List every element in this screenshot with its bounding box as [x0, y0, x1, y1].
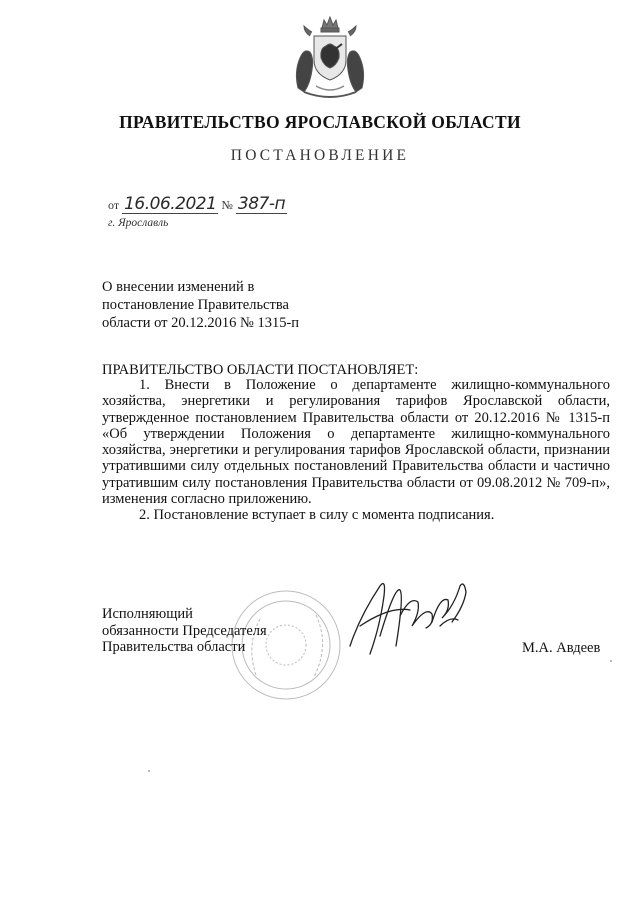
document-number: 387-п	[237, 194, 286, 214]
signer-name: М.А. Авдеев	[522, 640, 601, 656]
subject-line-1: О внесении изменений в	[102, 279, 255, 295]
number-prefix: №	[221, 198, 233, 212]
scan-speck	[148, 770, 150, 772]
document-body	[102, 377, 610, 524]
government-title: ПРАВИТЕЛЬСТВО ЯРОСЛАВСКОЙ ОБЛАСТИ	[119, 112, 521, 132]
sign-title-line-2: обязанности Председателя	[102, 622, 267, 639]
city: г. Ярославль	[108, 217, 169, 229]
signature-title-block	[102, 606, 267, 656]
coat-of-arms-icon	[290, 14, 370, 102]
subject-line-3: области от 20.12.2016 № 1315-п	[102, 315, 300, 331]
handwritten-signature	[340, 566, 480, 662]
item-1: 1. Внести в Положение о департаменте жилищно-коммунального хозяйства, энергетики и регулирования тарифов Ярославской области, утвержденное постановлением Правительства области от 20.12.2016 № 1315-п «Об утверждении Положения о департаменте жилищно-коммунального хозяйства, энергетики и регулирования тарифов Ярославской области, признании утратившими силу отдельных постановлений Правительства области и частично утратившим силу постановления Правительства области от 09.08.2012 № 709-п», изменения согласно приложению.	[102, 377, 610, 508]
scan-speck	[610, 660, 612, 662]
document-type: ПОСТАНОВЛЕНИЕ	[230, 147, 410, 164]
item-2: 2. Постановление вступает в силу с момента подписания.	[139, 507, 495, 524]
document-date: 16.06.2021	[124, 194, 217, 214]
sign-title-line-1: Исполняющий	[102, 606, 193, 622]
date-number-line	[108, 196, 287, 214]
preamble: ПРАВИТЕЛЬСТВО ОБЛАСТИ ПОСТАНОВЛЯЕТ:	[102, 362, 419, 378]
subject-line-2: постановление Правительства	[102, 297, 289, 313]
sign-title-line-3: Правительства области	[102, 639, 246, 655]
date-prefix: от	[108, 198, 120, 212]
